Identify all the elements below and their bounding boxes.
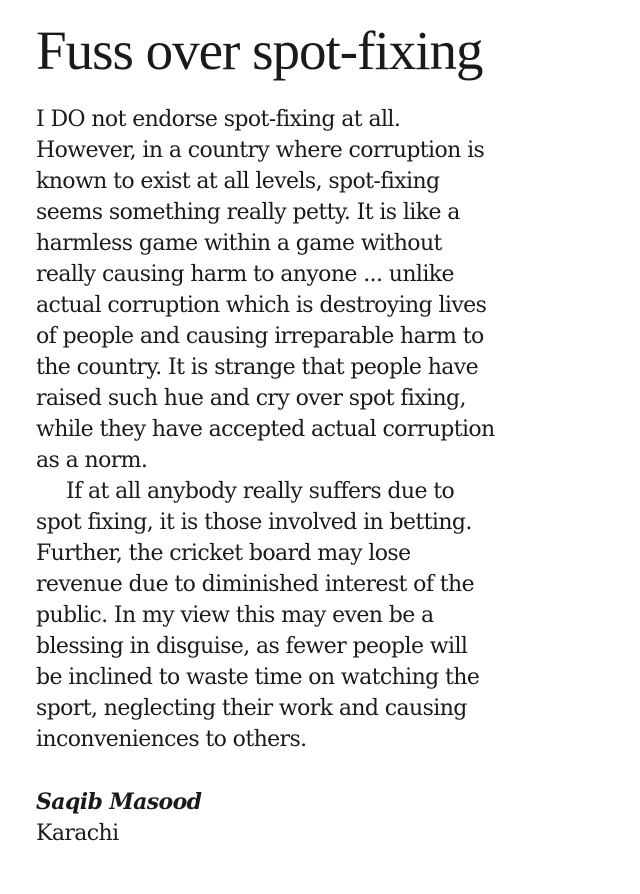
body-line: really causing harm to anyone ... unlike	[36, 262, 454, 287]
body-line: I DO not endorse spot-fixing at all.	[36, 107, 401, 132]
signature-block	[36, 787, 636, 849]
body-line: raised such hue and cry over spot fixing,	[36, 386, 466, 411]
body-line: sport, neglecting their work and causing	[36, 696, 467, 721]
body-line: as a norm.	[36, 448, 148, 473]
paragraph-1	[36, 104, 636, 476]
body-line: blessing in disguise, as fewer people will	[36, 634, 468, 659]
body-line: the country. It is strange that people have	[36, 355, 479, 380]
body-line: However, in a country where corruption is	[36, 138, 485, 163]
body-line: known to exist at all levels, spot-fixing	[36, 169, 440, 194]
body-line: seems something really petty. It is like a	[36, 200, 460, 225]
body-line: while they have accepted actual corruption	[36, 417, 495, 442]
body-line: actual corruption which is destroying lives	[36, 293, 487, 318]
body-line: Further, the cricket board may lose	[36, 541, 411, 566]
body-line: spot fixing, it is those involved in betting.	[36, 510, 472, 535]
author-name: Saqib Masood	[36, 789, 202, 815]
body-line: revenue due to diminished interest of the	[36, 572, 474, 597]
body-line: of people and causing irreparable harm to	[36, 324, 484, 349]
body-line: be inclined to waste time on watching the	[36, 665, 480, 690]
paragraph-2	[36, 476, 636, 755]
body-line: harmless game within a game without	[36, 231, 442, 256]
body-line: public. In my view this may even be a	[36, 603, 434, 628]
body-line: inconveniences to others.	[36, 727, 307, 752]
letter-body	[36, 104, 636, 755]
author-location: Karachi	[36, 821, 119, 846]
body-line: If at all anybody really suffers due to	[66, 479, 455, 504]
headline: Fuss over spot-fixing	[36, 20, 483, 81]
letter-to-editor	[36, 14, 636, 849]
